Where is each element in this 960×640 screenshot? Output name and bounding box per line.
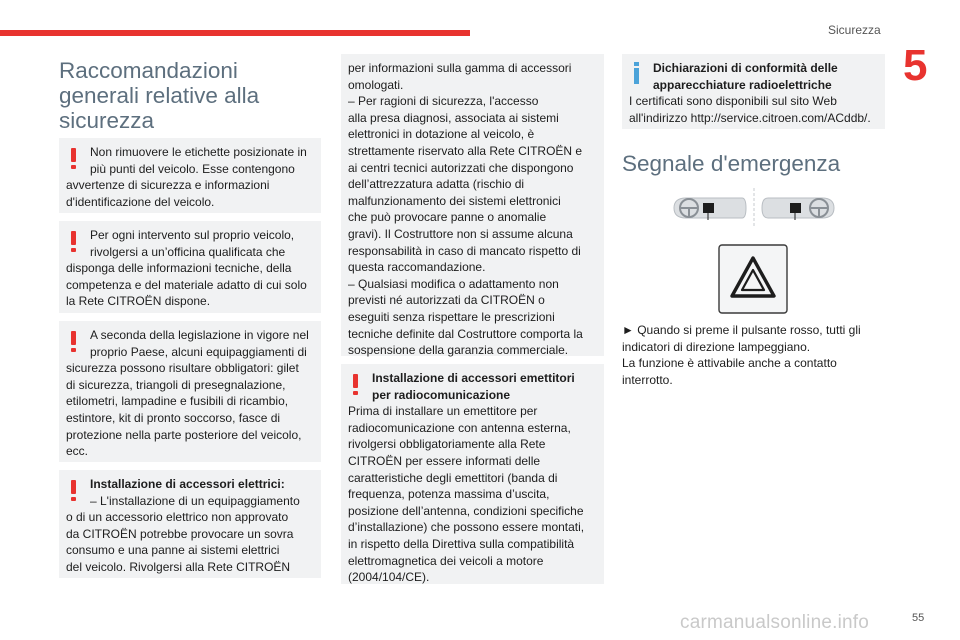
dashboard-illustration (672, 186, 837, 230)
warning-box-legislation: A seconda della legislazione in vigore nel proprio Paese, alcuni equipaggiamenti di sicurezza possono risultare obbligatori: gilet di sicurezza, triangoli di presegnalazione, etilometri, lampadine e fusibili di ricambio, estintore, kit di pronto soccorso, fasce di protezione nella parte posteriore del veicolo, ecc. (59, 321, 321, 462)
hazard-button-icon (718, 244, 788, 314)
page-number: 55 (912, 612, 925, 624)
warning-box-labels: Non rimuovere le etichette posizionate in più punti del veicolo. Esse contengono avvertenze di sicurezza e informazioni d'identificazione del veicolo. (59, 138, 321, 213)
warning-box-electrical-accessories: Installazione di accessori elettrici: – L'installazione di un equipaggiamento o di un accessorio elettrico non approvato da CITROËN potrebbe provocare un sovra consumo e una panne ai sistemi elettrici del veicolo. Rivolgersi alla Rete CITROËN (59, 470, 321, 578)
info-icon (634, 62, 639, 84)
top-accent-bar (0, 30, 470, 36)
section-title-segnale: Segnale d'emergenza (622, 151, 841, 176)
section-title-raccomandazioni: Raccomandazioni generali relative alla sicurezza (59, 58, 260, 133)
header-title: Sicurezza (828, 23, 881, 37)
warning-box-workshop: Per ogni intervento sul proprio veicolo, rivolgersi a un’officina qualificata che disponga delle informazioni tecniche, della competenza e del materiale adatto di cui solo la Rete CITROËN dispone. (59, 221, 321, 313)
warning-icon (71, 480, 76, 500)
warning-icon (71, 331, 76, 351)
warning-icon (71, 231, 76, 251)
warning-icon (71, 148, 76, 168)
chapter-number: 5 (903, 41, 928, 90)
warning-icon (353, 374, 358, 394)
watermark: carmanualsonline.info (680, 612, 870, 633)
info-box-conformity: Dichiarazioni di conformità delle apparecchiature radioelettriche I certificati sono disponibili sul sito Web all'indirizzo http://service.citroen.com/ACddb/. (622, 54, 885, 129)
warning-box-radio-emitters: Installazione di accessori emettitori per radiocomunicazione Prima di installare un emettitore per radiocomunicazione con antenna esterna, rivolgersi obbligatoriamente alla Rete CITROËN per essere informati delle caratteristiche degli emettitori (banda di frequenza, potenza massima d’uscita, posizione dell’antenna, condizioni specifiche d’installazione) che possono essere montati, in rispetto della Direttiva sulla compatibilità elettromagnetica dei veicoli a motore (2004/104/CE). (341, 364, 604, 584)
hazard-description: ► Quando si preme il pulsante rosso, tutti gli indicatori di direzione lampeggiano. La funzione è attivabile anche a contatto interrotto. (622, 323, 861, 387)
box-accessories-continued: per informazioni sulla gamma di accessori omologati. – Per ragioni di sicurezza, l'accesso alla presa diagnosi, associata ai sistemi elettronici in dotazione al veicolo, è strettamente riservato alla Rete CITROËN e ai centri tecnici autorizzati che dispongono dell’attrezzatura adatta (rischio di malfunzionamento dei sistemi elettronici che può provocare panne o anomalie gravi). Il Costruttore non si assume alcuna responsabilità in caso di mancato rispetto di questa raccomandazione. – Qualsiasi modifica o adattamento non previsti né autorizzati da CITROËN o eseguiti senza rispettare le prescrizioni tecniche definite dal Costruttore comporta la sospensione della garanzia commerciale. (341, 54, 604, 356)
